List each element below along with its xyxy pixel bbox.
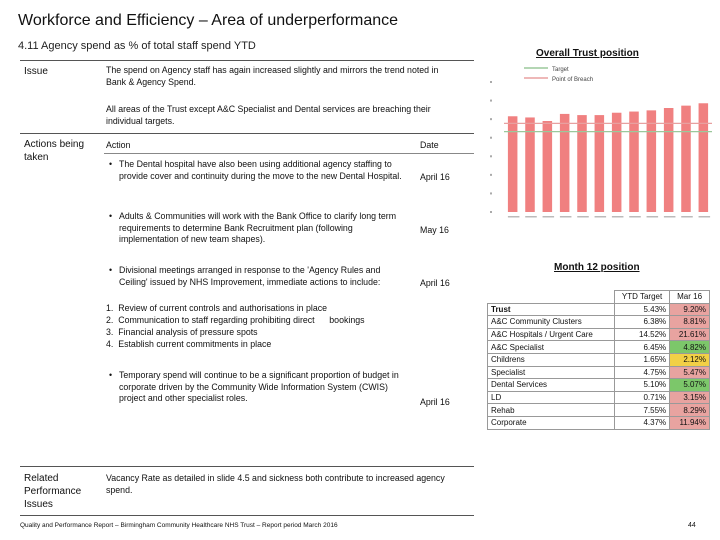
y-tick <box>490 155 492 157</box>
table-row <box>488 353 710 366</box>
y-tick <box>490 118 492 120</box>
action-item: • Temporary spend will continue to be a significant proportion of budget in corporate driven by the Community Wide Information System (CWIS) project and other specialist roles. <box>119 370 405 405</box>
row-name: LD <box>488 391 615 404</box>
table-row <box>488 379 710 392</box>
divider <box>20 515 474 516</box>
action-subitem: 1. Review of current controls and authorisations in place <box>106 303 328 313</box>
x-tick-label <box>508 216 520 218</box>
row-value: 4.82% <box>670 341 710 354</box>
row-target: 7.55% <box>614 404 669 417</box>
x-tick-label <box>629 216 641 218</box>
page-title: Workforce and Efficiency – Area of underperformance <box>18 12 399 29</box>
action-subitem: 3. Financial analysis of pressure spots <box>106 327 258 337</box>
section-subtitle: 4.11 Agency spend as % of total staff spend YTD <box>18 40 256 52</box>
bar <box>699 103 709 212</box>
x-tick-label <box>664 216 676 218</box>
table-corner-cell <box>488 291 615 304</box>
date-column-header: Date <box>420 140 439 150</box>
row-target: 6.45% <box>614 341 669 354</box>
issue-text-2: All areas of the Trust except A&C Specialist and Dental services are breaching their individual targets. <box>106 104 431 126</box>
row-name: A&C Hospitals / Urgent Care <box>488 328 615 341</box>
action-item: • Divisional meetings arranged in response to the 'Agency Rules and Ceiling' issued by NHS Improvement, immediate actions to include: <box>119 265 405 288</box>
trend-chart <box>484 60 716 230</box>
table-row <box>488 303 710 316</box>
row-target: 1.65% <box>614 353 669 366</box>
action-date: April 16 <box>420 397 450 407</box>
row-target: 6.38% <box>614 316 669 329</box>
row-name: Trust <box>488 303 615 316</box>
related-label: Related Performance Issues <box>24 473 82 510</box>
overall-chart-title: Overall Trust position <box>536 48 639 59</box>
x-tick-label <box>699 216 711 218</box>
bar <box>629 112 639 212</box>
row-name: Childrens <box>488 353 615 366</box>
table-row <box>488 416 710 429</box>
x-tick-label <box>543 216 555 218</box>
bar <box>508 116 518 212</box>
bar <box>647 110 657 212</box>
y-tick <box>490 174 492 176</box>
row-target: 4.75% <box>614 366 669 379</box>
x-tick-label <box>525 216 537 218</box>
table-header-target: YTD Target <box>614 291 669 304</box>
divider <box>20 466 474 467</box>
table-row <box>488 316 710 329</box>
bar <box>595 115 605 212</box>
y-tick <box>490 81 492 83</box>
row-value: 5.07% <box>670 379 710 392</box>
row-value: 9.20% <box>670 303 710 316</box>
x-tick-label <box>681 216 693 218</box>
related-text: Vacancy Rate as detailed in slide 4.5 and sickness both contribute to increased agency spend. <box>106 473 445 495</box>
table-header-row <box>488 291 710 304</box>
row-value: 8.29% <box>670 404 710 417</box>
table-row <box>488 341 710 354</box>
bar <box>560 114 570 212</box>
action-date: April 16 <box>420 278 450 288</box>
actions-label: Actions being taken <box>24 139 85 163</box>
row-name: A&C Specialist <box>488 341 615 354</box>
footer-text: Quality and Performance Report – Birmingham Community Healthcare NHS Trust – Report period March 2016 <box>20 522 338 529</box>
issue-label: Issue <box>24 66 48 77</box>
month12-table <box>487 290 710 430</box>
row-target: 5.10% <box>614 379 669 392</box>
legend-breach-label: Point of Breach <box>552 77 594 83</box>
row-value: 21.61% <box>670 328 710 341</box>
divider <box>104 153 474 154</box>
row-value: 5.47% <box>670 366 710 379</box>
y-tick <box>490 211 492 213</box>
divider <box>20 60 474 61</box>
x-tick-label <box>612 216 624 218</box>
row-target: 5.43% <box>614 303 669 316</box>
action-subitem: 4. Establish current commitments in place <box>106 339 272 349</box>
x-tick-label <box>560 216 572 218</box>
row-value: 11.94% <box>670 416 710 429</box>
table-row <box>488 391 710 404</box>
row-name: Dental Services <box>488 379 615 392</box>
action-date: April 16 <box>420 172 450 182</box>
y-tick <box>490 100 492 102</box>
row-target: 4.37% <box>614 416 669 429</box>
bar <box>681 106 691 212</box>
row-value: 2.12% <box>670 353 710 366</box>
row-value: 3.15% <box>670 391 710 404</box>
x-tick-label <box>647 216 659 218</box>
issue-text-1: The spend on Agency staff has again increased slightly and mirrors the trend noted in Bank & Agency Spend. <box>106 65 439 87</box>
bar <box>612 113 622 212</box>
y-tick <box>490 192 492 194</box>
row-value: 8.81% <box>670 316 710 329</box>
y-tick <box>490 137 492 139</box>
month12-title: Month 12 position <box>554 262 640 273</box>
row-name: Specialist <box>488 366 615 379</box>
row-name: A&C Community Clusters <box>488 316 615 329</box>
row-target: 0.71% <box>614 391 669 404</box>
table-row <box>488 328 710 341</box>
x-tick-label <box>577 216 589 218</box>
row-name: Corporate <box>488 416 615 429</box>
table-header-value: Mar 16 <box>670 291 710 304</box>
x-tick-label <box>595 216 607 218</box>
bar <box>543 121 553 212</box>
legend-target-label: Target <box>552 67 569 73</box>
row-target: 14.52% <box>614 328 669 341</box>
action-date: May 16 <box>420 225 449 235</box>
table-row <box>488 366 710 379</box>
action-subitem: 2. Communication to staff regarding prohibiting direct bookings <box>106 315 365 325</box>
divider <box>20 133 474 134</box>
table-row <box>488 404 710 417</box>
bar <box>577 115 587 212</box>
page-number: 44 <box>688 522 696 529</box>
action-column-header: Action <box>106 140 131 150</box>
row-name: Rehab <box>488 404 615 417</box>
action-item: • The Dental hospital have also been using additional agency staffing to provide cover and continuity during the move to the new Dental Hospital. <box>119 159 405 182</box>
action-item: • Adults & Communities will work with the Bank Office to clarify long term requirements to determine Bank Recruitment plan (following implementation of new team shapes). <box>119 211 405 246</box>
